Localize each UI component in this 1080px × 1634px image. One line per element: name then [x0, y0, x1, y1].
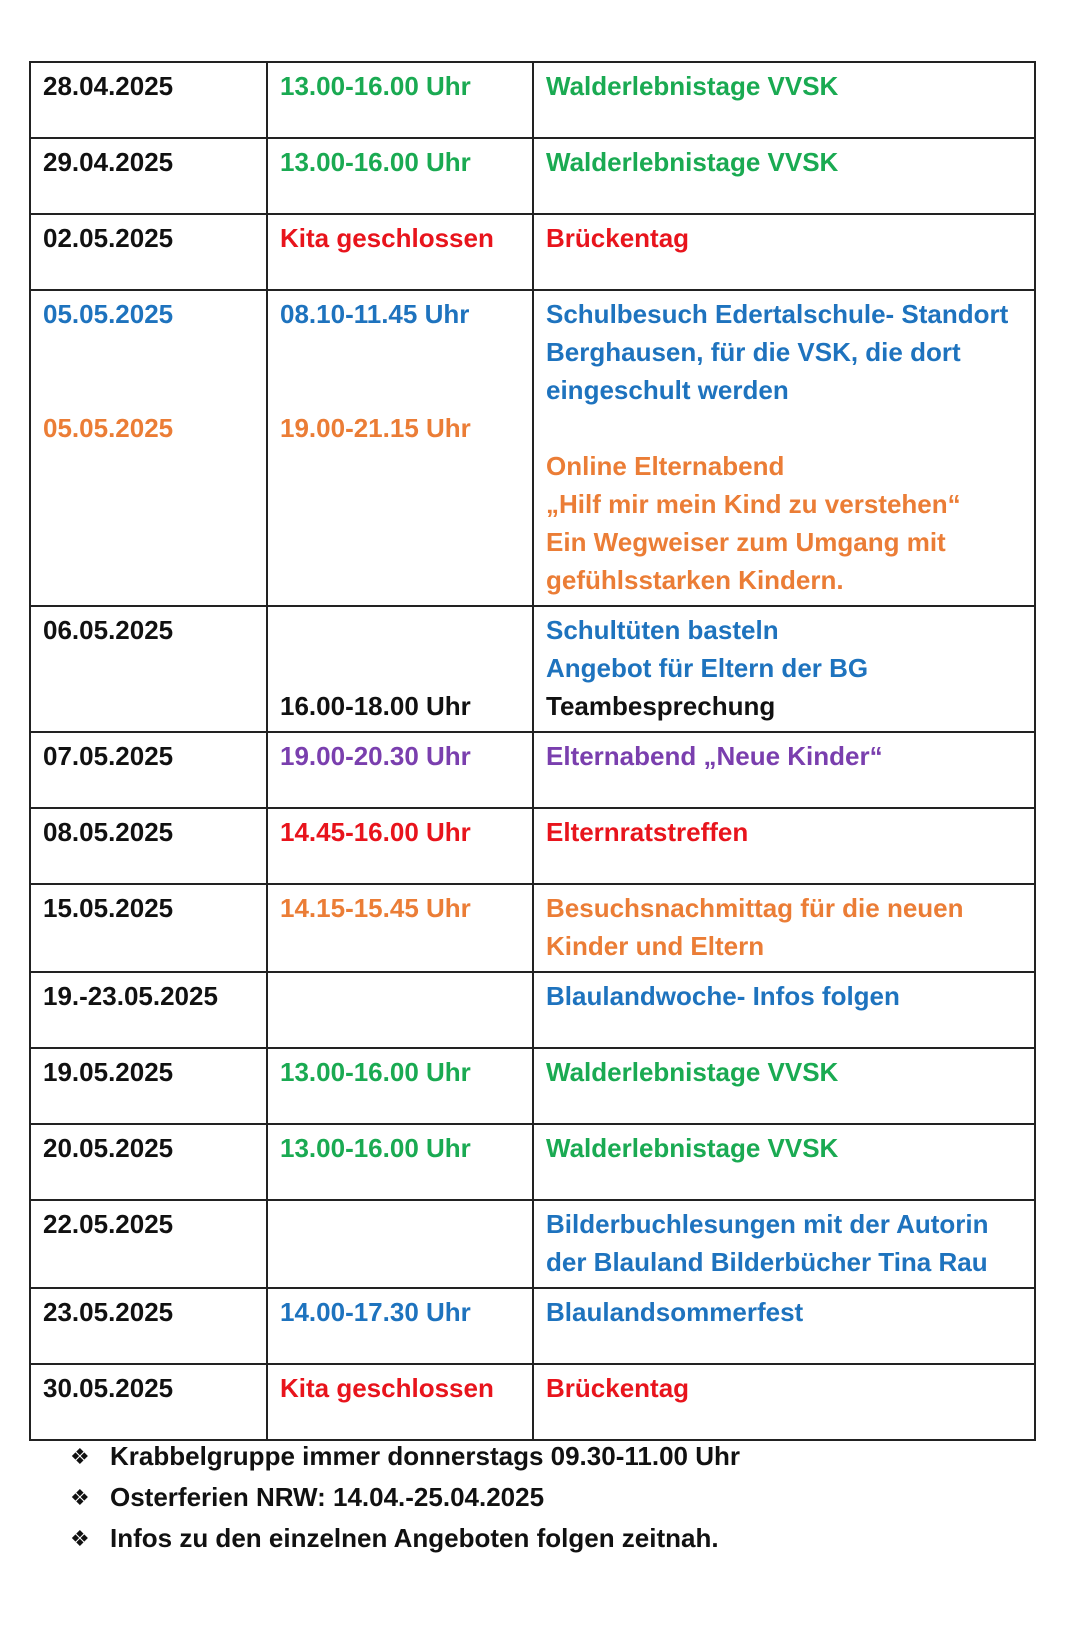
date-cell: 23.05.2025 [30, 1288, 267, 1364]
note-text: Krabbelgruppe immer donnerstags 09.30-11.00 Uhr [110, 1441, 740, 1471]
time-cell: 13.00-16.00 Uhr [267, 1124, 533, 1200]
time-cell: 13.00-16.00 Uhr [267, 62, 533, 138]
table-row [30, 732, 1035, 808]
table-row [30, 214, 1035, 290]
table-row [30, 884, 1035, 972]
time-cell: 19.00-20.30 Uhr [267, 732, 533, 808]
date-cell: 15.05.2025 [30, 884, 267, 972]
note-text: Infos zu den einzelnen Angeboten folgen zeitnah. [110, 1523, 719, 1553]
event-line: Schulbesuch Edertalschule- Standort [546, 299, 1009, 329]
event-line: gefühlsstarken Kindern. [546, 565, 844, 595]
event-cell: Walderlebnistage VVSK [533, 1124, 1035, 1200]
time-cell: 14.15-15.45 Uhr [267, 884, 533, 972]
event-cell: Elternabend „Neue Kinder“ [533, 732, 1035, 808]
event-cell: Walderlebnistage VVSK [533, 138, 1035, 214]
table-row [30, 1200, 1035, 1288]
event-cell: Walderlebnistage VVSK [533, 62, 1035, 138]
diamond-bullet-icon: ❖ [70, 1485, 90, 1510]
table-row [30, 290, 1035, 606]
table-row [30, 1364, 1035, 1440]
event-cell: Walderlebnistage VVSK [533, 1048, 1035, 1124]
event-cell: Brückentag [533, 1364, 1035, 1440]
event-line: Bilderbuchlesungen mit der Autorin [546, 1209, 989, 1239]
event-cell: Brückentag [533, 214, 1035, 290]
table-row [30, 1048, 1035, 1124]
event-line: Teambesprechung [546, 691, 776, 721]
event-line: Ein Wegweiser zum Umgang mit [546, 527, 946, 557]
time-cell: Kita geschlossen [267, 214, 533, 290]
time-school-visit: 08.10-11.45 Uhr [280, 299, 470, 329]
table-row [30, 1124, 1035, 1200]
list-item [70, 1477, 740, 1518]
time-cell: 13.00-16.00 Uhr [267, 1048, 533, 1124]
date-cell: 08.05.2025 [30, 808, 267, 884]
date-cell: 29.04.2025 [30, 138, 267, 214]
notes-list [70, 1436, 740, 1559]
time-cell [267, 290, 533, 606]
note-text: Osterferien NRW: 14.04.-25.04.2025 [110, 1482, 545, 1512]
date-cell: 02.05.2025 [30, 214, 267, 290]
list-item [70, 1518, 740, 1559]
date-cell: 06.05.2025 [30, 606, 267, 732]
event-cell: Elternratstreffen [533, 808, 1035, 884]
event-line: der Blauland Bilderbücher Tina Rau [546, 1247, 988, 1277]
time-cell [267, 606, 533, 732]
event-line: Berghausen, für die VSK, die dort [546, 337, 961, 367]
table-row [30, 62, 1035, 138]
list-item [70, 1436, 740, 1477]
table-row [30, 606, 1035, 732]
time-cell: 14.00-17.30 Uhr [267, 1288, 533, 1364]
date-cell: 22.05.2025 [30, 1200, 267, 1288]
date-cell: 30.05.2025 [30, 1364, 267, 1440]
time-online-evening: 19.00-21.15 Uhr [280, 413, 471, 443]
date-cell: 07.05.2025 [30, 732, 267, 808]
schedule-table [29, 61, 1036, 1441]
event-cell [533, 884, 1035, 972]
event-line: eingeschult werden [546, 375, 789, 405]
date-cell: 28.04.2025 [30, 62, 267, 138]
table-row [30, 972, 1035, 1048]
time-team-meeting: 16.00-18.00 Uhr [280, 691, 471, 721]
event-line: Kinder und Eltern [546, 931, 765, 961]
event-cell [533, 1200, 1035, 1288]
time-cell: Kita geschlossen [267, 1364, 533, 1440]
time-cell [267, 972, 533, 1048]
event-cell [533, 290, 1035, 606]
date-cell: 19.05.2025 [30, 1048, 267, 1124]
time-cell: 13.00-16.00 Uhr [267, 138, 533, 214]
event-line: „Hilf mir mein Kind zu verstehen“ [546, 489, 961, 519]
date-cell: 19.-23.05.2025 [30, 972, 267, 1048]
diamond-bullet-icon: ❖ [70, 1444, 90, 1469]
date-online-evening: 05.05.2025 [43, 413, 174, 443]
table-row [30, 1288, 1035, 1364]
date-cell: 20.05.2025 [30, 1124, 267, 1200]
time-cell: 14.45-16.00 Uhr [267, 808, 533, 884]
table-row [30, 808, 1035, 884]
event-cell: Blaulandsommerfest [533, 1288, 1035, 1364]
date-school-visit: 05.05.2025 [43, 299, 174, 329]
event-line: Schultüten basteln [546, 615, 779, 645]
diamond-bullet-icon: ❖ [70, 1526, 90, 1551]
table-row [30, 138, 1035, 214]
event-cell: Blaulandwoche- Infos folgen [533, 972, 1035, 1048]
event-line: Besuchsnachmittag für die neuen [546, 893, 964, 923]
event-cell [533, 606, 1035, 732]
date-cell [30, 290, 267, 606]
event-line: Angebot für Eltern der BG [546, 653, 869, 683]
event-line: Online Elternabend [546, 451, 785, 481]
time-cell [267, 1200, 533, 1288]
